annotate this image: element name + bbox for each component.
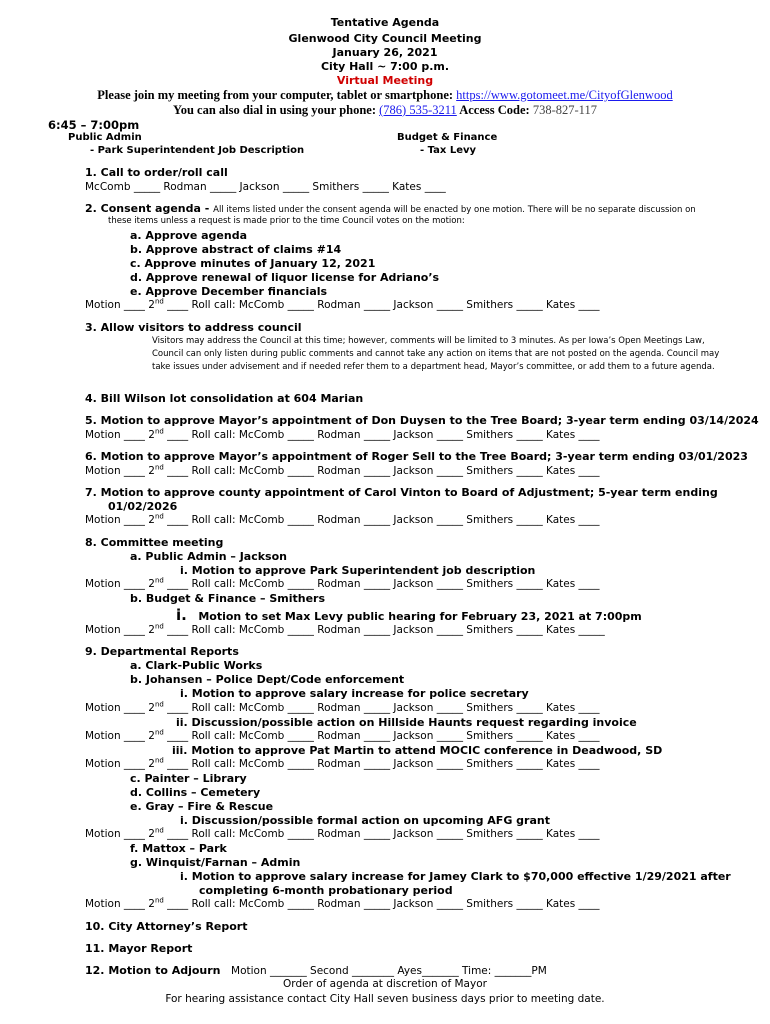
public-admin-item: - Park Superintendent Job Description [90,145,305,156]
item-9a: a. Clark-Public Works [130,659,263,672]
item-2e: e. Approve December financials [130,285,328,298]
item-8a-rollcall [85,578,600,590]
nd-sup: nd [154,896,164,905]
item-12 [85,964,547,977]
item-8b-i-num: i. [176,606,187,624]
item-9b-ii-rollcall [85,730,600,742]
rollcall-text: ____ Roll call: McComb _____ Rodman _____ Jackson _____ Smithers _____ Kates ____ [163,730,600,742]
item-9b: b. Johansen – Police Dept/Code enforcement [130,673,405,686]
meeting-date: January 26, 2021 [332,46,438,59]
nd-sup: nd [154,512,164,521]
item-9g-i-rollcall [85,898,600,910]
item-9: 9. Departmental Reports [85,645,239,658]
item-4: 4. Bill Wilson lot consolidation at 604 Marian [85,392,364,405]
nd-sup: nd [154,427,164,436]
item-9e-i: i. Discussion/possible formal action on upcoming AFG grant [180,814,550,827]
join-text: Please join my meeting from your computer, tablet or smartphone: [97,88,457,102]
item-2-rollcall [85,299,600,311]
item-9e-i-rollcall [85,828,600,840]
item-9b-i: i. Motion to approve salary increase for police secretary [180,687,529,700]
rollcall-text: ____ Roll call: McComb _____ Rodman _____ Jackson _____ Smithers _____ Kates ____ [163,702,600,714]
public-admin-heading: Public Admin [68,132,142,143]
dial-phone-link[interactable]: (786) 535-3211 [379,103,457,117]
item-2a: a. Approve agenda [130,229,248,242]
item-9b-i-rollcall [85,702,600,714]
item-8a: a. Public Admin – Jackson [130,550,287,563]
motion-text: Motion ____ 2 [85,624,155,636]
rollcall-text: ____ Roll call: McComb _____ Rodman _____ Jackson _____ Smithers _____ Kates ____ [163,828,600,840]
motion-text: Motion ____ 2 [85,578,155,590]
nd-sup: nd [154,622,164,631]
budget-finance-item: - Tax Levy [420,145,477,156]
nd-sup: nd [154,297,164,306]
access-code: 738-827-117 [532,103,597,117]
item-2b: b. Approve abstract of claims #14 [130,243,342,256]
nd-sup: nd [154,756,164,765]
item-11: 11. Mayor Report [85,942,193,955]
meeting-name: Glenwood City Council Meeting [288,32,482,45]
nd-sup: nd [154,728,164,737]
item-12-label: 12. Motion to Adjourn [85,964,221,977]
virtual-meeting-label: Virtual Meeting [336,74,434,87]
rollcall-text: ____ Roll call: McComb _____ Rodman _____ Jackson _____ Smithers _____ Kates ____ [163,465,600,477]
motion-text: Motion ____ 2 [85,758,155,770]
motion-text: Motion ____ 2 [85,429,155,441]
item-1-rollcall: McComb _____ Rodman _____ Jackson _____ Smithers _____ Kates ____ [85,181,446,193]
item-8b: b. Budget & Finance – Smithers [130,592,326,605]
item-9g: g. Winquist/Farnan – Admin [130,856,301,869]
item-9e: e. Gray – Fire & Rescue [130,800,274,813]
item-9f: f. Mattox – Park [130,842,227,855]
item-9b-iii: iii. Motion to approve Pat Martin to attend MOCIC conference in Deadwood, SD [172,744,663,757]
item-9c: c. Painter – Library [130,772,247,785]
meeting-location: City Hall ~ 7:00 p.m. [320,60,450,73]
item-7-rollcall [85,514,600,526]
item-2-desc: All items listed under the consent agenda will be enacted by one motion. There will be no separate discussion on [213,205,696,215]
motion-text: Motion ____ 2 [85,702,155,714]
nd-sup: nd [154,700,164,709]
item-9g-i-cont: completing 6-month probationary period [199,884,453,897]
item-5: 5. Motion to approve Mayor’s appointment of Don Duysen to the Tree Board; 3-year term ending 03/14/2024 [85,414,759,427]
motion-text: Motion ____ 2 [85,898,155,910]
access-label: Access Code: [456,103,533,117]
rollcall-text: ____ Roll call: McComb _____ Rodman _____ Jackson _____ Smithers _____ Kates _____ [163,624,605,636]
nd-sup: nd [154,463,164,472]
item-9b-ii: ii. Discussion/possible action on Hillside Haunts request regarding invoice [176,716,637,729]
item-1: 1. Call to order/roll call [85,166,228,179]
item-9d: d. Collins – Cemetery [130,786,261,799]
motion-text: Motion ____ 2 [85,828,155,840]
item-6: 6. Motion to approve Mayor’s appointment of Roger Sell to the Tree Board; 3-year term ending 03/01/2023 [85,450,748,463]
item-6-rollcall [85,465,600,477]
item-2-desc-2: these items unless a request is made prior to the time Council votes on the motion: [108,216,465,226]
item-3-desc: Visitors may address the Council at this time; however, comments will be limited to 3 minutes. As per Iowa’s Open Meetings Law, Council can only listen during public comments and cannot take any action on items that are not posted on the agenda. Council may take issues under advisement and if needed refer them to a department head, Mayor’s committee, or add them to a future agenda. [152,336,720,372]
item-5-rollcall [85,429,600,441]
item-8a-i: i. Motion to approve Park Superintendent job description [180,564,536,577]
rollcall-text: ____ Roll call: McComb _____ Rodman _____ Jackson _____ Smithers _____ Kates ____ [163,898,600,910]
nd-sup: nd [154,576,164,585]
join-link[interactable]: https://www.gotomeet.me/CityofGlenwood [456,88,673,102]
motion-text: Motion ____ 2 [85,465,155,477]
join-line [0,88,770,103]
budget-finance-heading: Budget & Finance [397,132,498,143]
item-8: 8. Committee meeting [85,536,224,549]
rollcall-text: ____ Roll call: McComb _____ Rodman _____ Jackson _____ Smithers _____ Kates ____ [163,514,600,526]
work-session-time: 6:45 – 7:00pm [48,118,140,132]
rollcall-text: ____ Roll call: McComb _____ Rodman _____ Jackson _____ Smithers _____ Kates ____ [163,758,600,770]
item-10: 10. City Attorney’s Report [85,920,248,933]
dial-text: You can also dial in using your phone: [173,103,380,117]
rollcall-text: ____ Roll call: McComb _____ Rodman _____ Jackson _____ Smithers _____ Kates ____ [163,299,600,311]
footer-line-2: For hearing assistance contact City Hall seven business days prior to meeting date. [165,993,605,1005]
rollcall-text: ____ Roll call: McComb _____ Rodman _____ Jackson _____ Smithers _____ Kates ____ [163,578,600,590]
item-2 [85,202,696,215]
item-2-label: 2. Consent agenda - [85,202,214,215]
item-3: 3. Allow visitors to address council [85,321,302,334]
motion-text: Motion ____ 2 [85,514,155,526]
item-9g-i: i. Motion to approve salary increase for Jamey Clark to $70,000 effective 1/29/2021 after [180,870,731,883]
motion-text: Motion ____ 2 [85,299,155,311]
item-8b-i [176,606,642,624]
item-7: 7. Motion to approve county appointment of Carol Vinton to Board of Adjustment; 5-year term ending [85,486,718,499]
item-12-fields: Motion _______ Second ________ Ayes_______ Time: _______PM [231,965,547,977]
item-8b-rollcall [85,624,605,636]
dial-line [0,103,770,118]
item-7-cont: 01/02/2026 [108,500,178,513]
item-2d: d. Approve renewal of liquor license for Adriano’s [130,271,440,284]
motion-text: Motion ____ 2 [85,730,155,742]
item-8b-i-text: Motion to set Max Levy public hearing for February 23, 2021 at 7:00pm [198,610,642,623]
item-9b-iii-rollcall [85,758,600,770]
agenda-title: Tentative Agenda [330,16,440,29]
rollcall-text: ____ Roll call: McComb _____ Rodman _____ Jackson _____ Smithers _____ Kates ____ [163,429,600,441]
item-2c: c. Approve minutes of January 12, 2021 [130,257,376,270]
footer-line-1: Order of agenda at discretion of Mayor [283,978,487,990]
nd-sup: nd [154,826,164,835]
